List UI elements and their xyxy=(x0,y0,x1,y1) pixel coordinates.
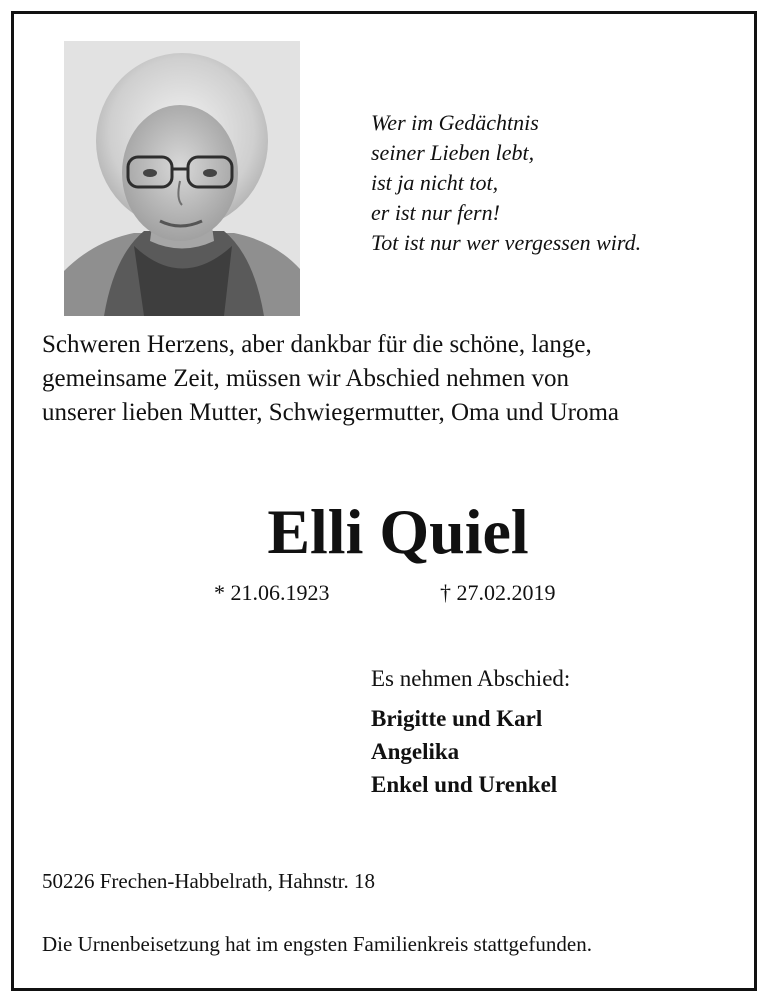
birth-date: * 21.06.1923 xyxy=(214,580,330,605)
poem-line: ist ja nicht tot, xyxy=(371,170,499,195)
poem-line: Tot ist nur wer vergessen wird. xyxy=(371,230,642,255)
poem-line: Wer im Gedächtnis xyxy=(371,110,539,135)
closing-note: Die Urnenbeisetzung hat im engsten Familienkreis stattgefunden. xyxy=(42,932,592,956)
mourner-name: Brigitte und Karl xyxy=(371,706,543,731)
deceased-name: Elli Quiel xyxy=(267,496,529,567)
intro-line: Schweren Herzens, aber dankbar für die schöne, lange, xyxy=(42,331,592,358)
mourners-list xyxy=(371,702,557,801)
memorial-poem xyxy=(371,108,731,258)
portrait-photo-icon xyxy=(64,41,300,316)
portrait-photo xyxy=(64,41,300,316)
address: 50226 Frechen-Habbelrath, Hahnstr. 18 xyxy=(42,869,375,893)
farewell-heading: Es nehmen Abschied: xyxy=(371,666,571,691)
death-date: † 27.02.2019 xyxy=(440,580,556,605)
poem-line: seiner Lieben lebt, xyxy=(371,140,535,165)
intro-line: gemeinsame Zeit, müssen wir Abschied nehmen von xyxy=(42,365,569,392)
intro-text xyxy=(42,328,732,430)
mourner-name: Angelika xyxy=(371,739,460,764)
intro-line: unserer lieben Mutter, Schwiegermutter, Oma und Uroma xyxy=(42,399,619,426)
poem-line: er ist nur fern! xyxy=(371,200,500,225)
mourner-name: Enkel und Urenkel xyxy=(371,772,558,797)
